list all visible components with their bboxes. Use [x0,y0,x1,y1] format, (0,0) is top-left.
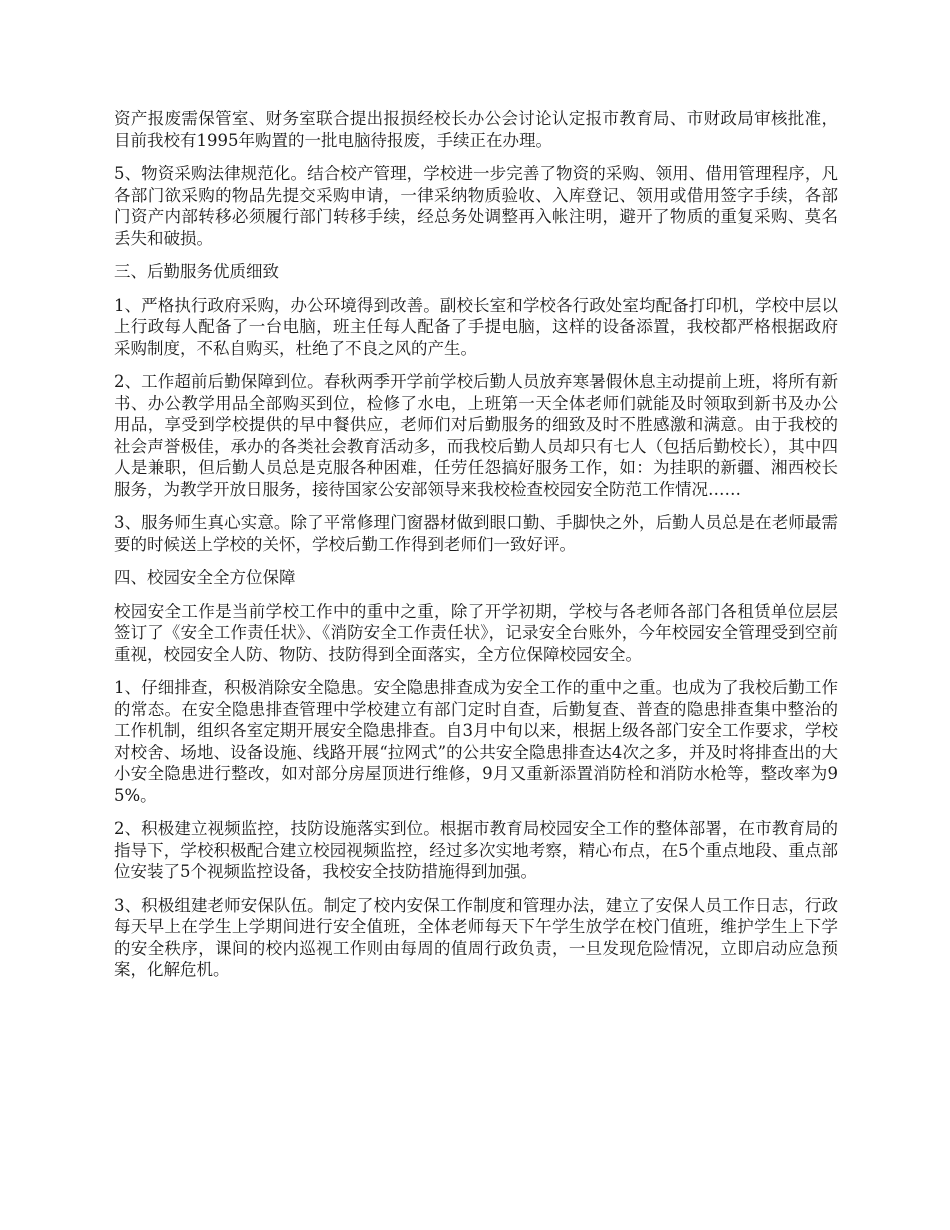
paragraph-government-procurement: 1、严格执行政府采购，办公环境得到改善。副校长室和学校各行政处室均配备打印机，学校中层以上行政每人配备了一台电脑，班主任每人配备了手提电脑，这样的设备添置，我校都严格根据政府采购制度，不私自购买，杜绝了不良之风的产生。 [114,295,838,358]
paragraph-hazard-inspection: 1、仔细排查，积极消除安全隐患。安全隐患排查成为安全工作的重中之重。也成为了我校后勤工作的常态。在安全隐患排查管理中学校建立有部门定时自查，后勤复查、普查的隐患排查集中整治的工作机制，组织各室定期开展安全隐患排查。自3月中旬以来，根据上级各部门安全工作要求，学校对校舍、场地、设备设施、线路开展“拉网式”的公共安全隐患排查达4次之多，并及时将排查出的大小安全隐患进行整改，如对部分房屋顶进行维修，9月又重新添置消防栓和消防水枪等，整改率为95%。 [114,678,838,805]
section-heading-logistics-service: 三、后勤服务优质细致 [114,262,279,281]
paragraph-serve-teachers: 3、服务师生真心实意。除了平常修理门窗器材做到眼口勤、手脚快之外，后勤人员总是在老师最需要的时候送上学校的关怀，学校后勤工作得到老师们一致好评。 [114,513,838,554]
section-heading-campus-safety: 四、校园安全全方位保障 [114,568,296,587]
paragraph-procurement-legal: 5、物资采购法律规范化。结合校产管理，学校进一步完善了物资的采购、领用、借用管理程序，凡各部门欲采购的物品先提交采购申请，一律采纳物质验收、入库登记、领用或借用签字手续，各部门资产内部转移必须履行部门转移手续，经总务处调整再入帐注明，避开了物质的重复采购、莫名丢失和破损。 [114,164,838,248]
paragraph-video-surveillance: 2、积极建立视频监控，技防设施落实到位。根据市教育局校园安全工作的整体部署，在市教育局的指导下，学校积极配合建立校园视频监控，经过多次实地考察，精心布点，在5个重点地段、重点部位安装了5个视频监控设备，我校安全技防措施得到加强。 [114,819,838,881]
paragraph-campus-safety-intro: 校园安全工作是当前学校工作中的重中之重，除了开学初期，学校与各老师各部门各租赁单位层层签订了《安全工作责任状》、《消防安全工作责任状》，记录安全台账外，今年校园安全管理受到空前重视，校园安全人防、物防、技防得到全面落实，全方位保障校园安全。 [114,601,838,664]
paragraph-asset-scrapping: 资产报废需保管室、财务室联合提出报损经校长办公会讨论认定报市教育局、市财政局审核批准，目前我校有1995年购置的一批电脑待报废，手续正在办理。 [114,109,838,150]
document-page [114,108,838,993]
paragraph-logistics-support: 2、工作超前后勤保障到位。春秋两季开学前学校后勤人员放弃寒暑假休息主动提前上班，将所有新书、办公教学用品全部购买到位，检修了水电，上班第一天全体老师们就能及时领取到新书及办公用品，享受到学校提供的早中餐供应，老师们对后勤服务的细致及时不胜感激和满意。由于我校的社会声誉极佳，承办的各类社会教育活动多，而我校后勤人员却只有七人（包括后勤校长），其中四人是兼职，但后勤人员总是克服各种困难，任劳任怨搞好服务工作，如：为挂职的新疆、湘西校长服务，为教学开放日服务，接待国家公安部领导来我校检查校园安全防范工作情况…… [114,372,838,499]
paragraph-security-team: 3、积极组建老师安保队伍。制定了校内安保工作制度和管理办法，建立了安保人员工作日志，行政每天早上在学生上学期间进行安全值班，全体老师每天下午学生放学在校门值班，维护学生上下学的安全秩序，课间的校内巡视工作则由每周的值周行政负责，一旦发现危险情况，立即启动应急预案，化解危机。 [114,895,838,979]
